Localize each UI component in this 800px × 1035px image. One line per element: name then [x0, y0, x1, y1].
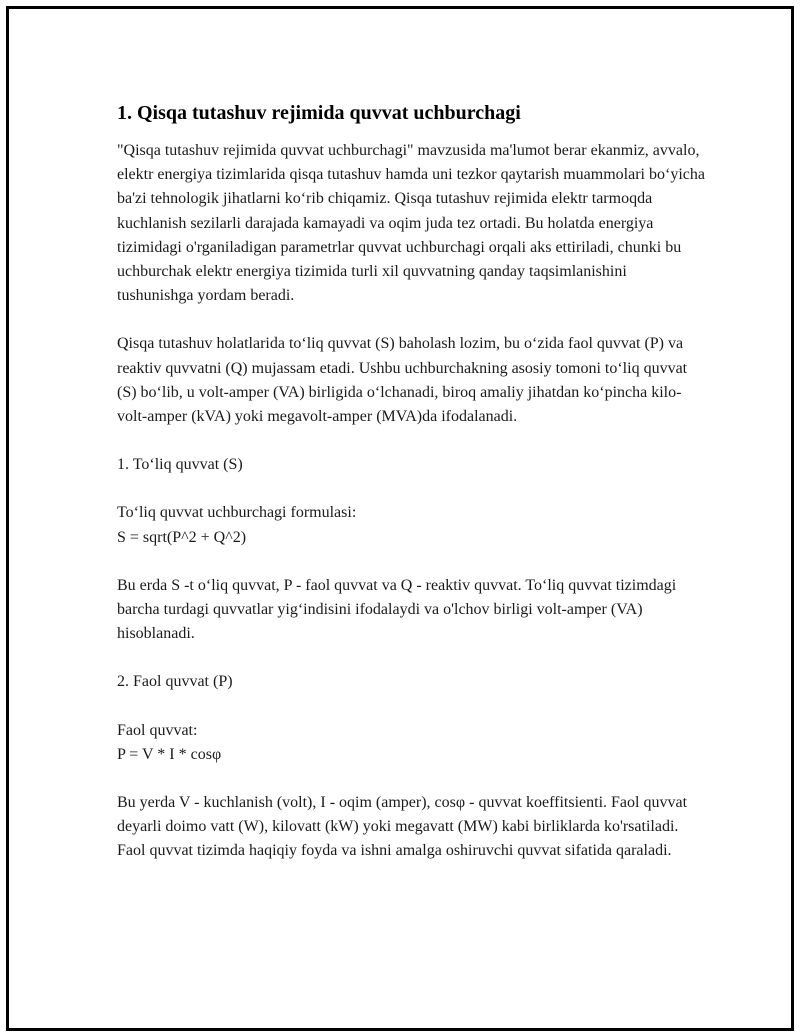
- formula-block-p: [117, 719, 707, 767]
- formula-p-expression: P = V * I * cosφ: [117, 745, 222, 763]
- document-body: [117, 99, 707, 888]
- intro-paragraph: "Qisqa tutashuv rejimida quvvat uchburchagi" mavzusida ma'lumot berar ekanmiz, avvalo, elektr energiya tizimlarida qisqa tutashuv hamda uni tezkor qaytarish muammolari bo‘yicha ba'zi tehnologik jihatlarni ko‘rib chiqamiz. Qisqa tutashuv rejimida elektr tarmoqda kuchlanish sezilarli darajada kamayadi va oqim juda tez ortadi. Bu holatda energiya tizimidagi o'rganiladigan parametrlar quvvat uchburchagi orqali aks ettiriladi, chunki bu uchburchak elektr energiya tizimida turli xil quvvatning qanday taqsimlanishini tushunishga yordam beradi.: [117, 142, 705, 305]
- formula-p-label: Faol quvvat:: [117, 721, 198, 739]
- section-heading-full-power: 1. To‘liq quvvat (S): [117, 456, 243, 474]
- active-power-explanation: Bu yerda V - kuchlanish (volt), I - oqim (amper), cosφ - quvvat koeffitsienti. Faol quvvat deyarli doimo vatt (W), kilovatt (kW) yoki megavatt (MW) kabi birliklarda ko'rsatiladi. Faol quvvat tizimda haqiqiy foyda va ishni amalga oshiruvchi quvvat sifatida qaraladi.: [117, 794, 688, 860]
- full-power-paragraph: Qisqa tutashuv holatlarida to‘liq quvvat (S) baholash lozim, bu o‘zida faol quvvat (P) va reaktiv quvvatni (Q) mujassam etadi. Ushbu uchburchakning asosiy tomoni to‘liq quvvat (S) bo‘lib, u volt-amper (VA) birligida o‘lchanadi, biroq amaliy jihatdan ko‘pincha kilo-volt-amper (kVA) yoki megavolt-amper (MVA)da ifodalanadi.: [117, 335, 688, 426]
- full-power-explanation: Bu erda S -t o‘liq quvvat, P - faol quvvat va Q - reaktiv quvvat. To‘liq quvvat tizimdagi barcha turdagi quvvatlar yig‘indisini ifodalaydi va o'lchov birligi volt-amper (VA) hisoblanadi.: [117, 576, 677, 643]
- formula-block-s: [117, 501, 707, 549]
- page-frame: [6, 6, 794, 1031]
- document-title: 1. Qisqa tutashuv rejimida quvvat uchburchagi: [117, 102, 521, 124]
- formula-s-label: To‘liq quvvat uchburchagi formulasi:: [117, 504, 357, 522]
- formula-s-expression: S = sqrt(P^2 + Q^2): [117, 528, 247, 546]
- section-heading-active-power: 2. Faol quvvat (P): [117, 673, 233, 691]
